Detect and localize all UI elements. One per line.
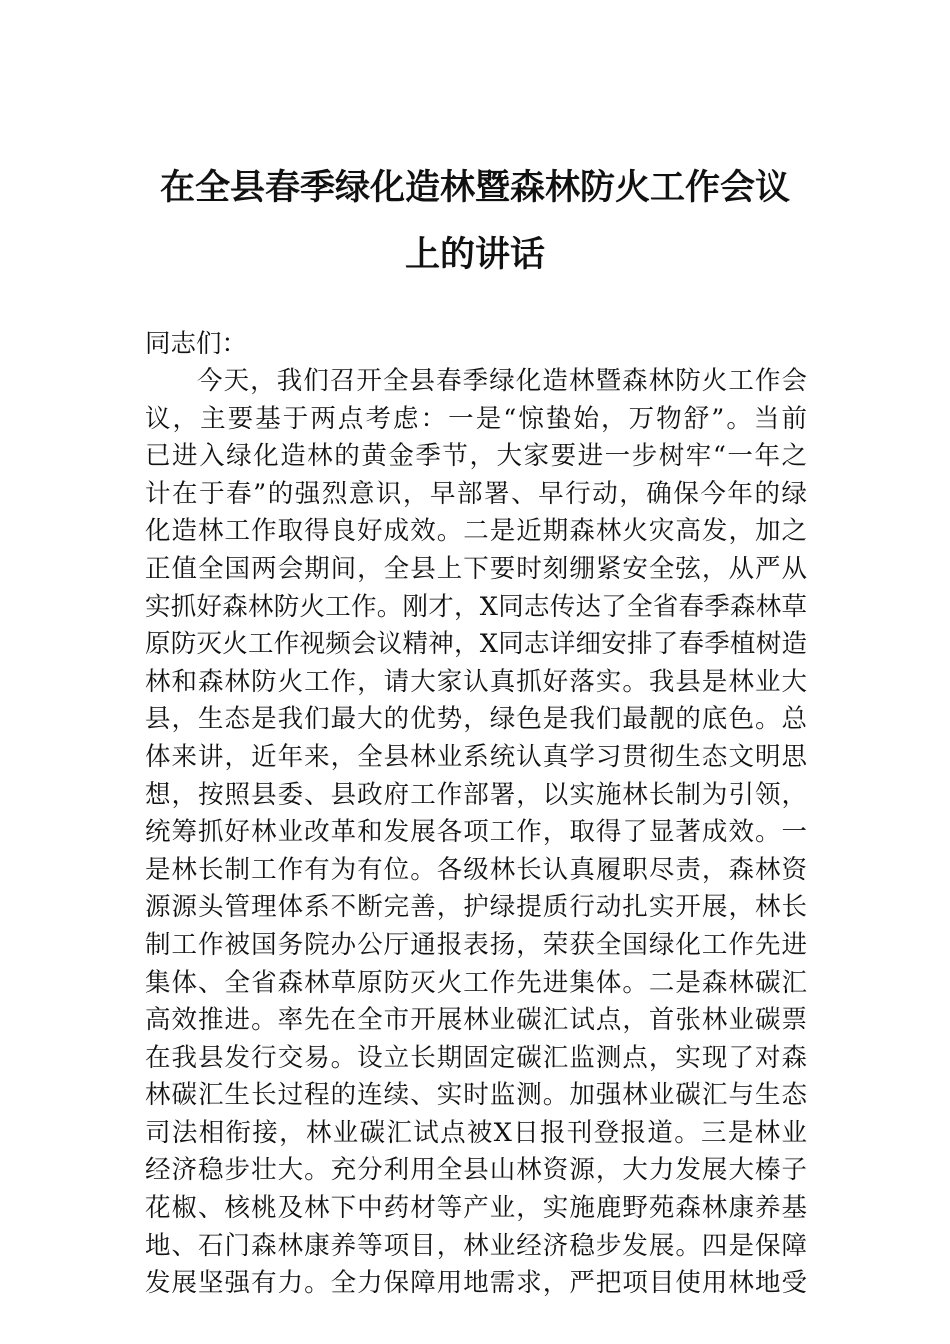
document-title-line-2: 上的讲话: [404, 234, 545, 275]
body-line: 体来讲，近年来，全县林业系统认真学习贯彻生态文明思: [145, 741, 807, 772]
body-line: 地、石门森林康养等项目，林业经济稳步发展。四是保障: [145, 1230, 807, 1261]
body-line: 林碳汇生长过程的连续、实时监测。加强林业碳汇与生态: [145, 1080, 807, 1111]
body-line: 发展坚强有力。全力保障用地需求，严把项目使用林地受: [145, 1268, 807, 1299]
body-line: 是林长制工作有为有位。各级林长认真履职尽责，森林资: [145, 854, 807, 885]
body-line: 已进入绿化造林的黄金季节，大家要进一步树牢“一年之: [145, 441, 807, 472]
body-line: 县，生态是我们最大的优势，绿色是我们最靓的底色。总: [145, 704, 807, 735]
body-line: 计在于春”的强烈意识，早部署、早行动，确保今年的绿: [145, 478, 807, 509]
body-line: 实抓好森林防火工作。刚才，X同志传达了全省春季森林草: [145, 591, 807, 622]
body-paragraph: [145, 363, 807, 1303]
salutation: 同志们：: [145, 329, 248, 359]
body-line: 林和森林防火工作，请大家认真抓好落实。我县是林业大: [145, 666, 807, 697]
body-line: 集体、全省森林草原防灭火工作先进集体。二是森林碳汇: [145, 967, 807, 998]
body-line: 化造林工作取得良好成效。二是近期森林火灾高发，加之: [145, 516, 807, 547]
body-line: 司法相衔接，林业碳汇试点被X日报刊登报道。三是林业: [145, 1117, 807, 1148]
document-title-line-1: 在全县春季绿化造林暨森林防火工作会议: [159, 167, 790, 208]
body-line: 今天，我们召开全县春季绿化造林暨森林防火工作会: [197, 366, 807, 396]
body-line: 经济稳步壮大。充分利用全县山林资源，大力发展大榛子: [145, 1155, 807, 1186]
body-line: 在我县发行交易。设立长期固定碳汇监测点，实现了对森: [145, 1042, 807, 1073]
body-line: 议，主要基于两点考虑：一是“惊蛰始，万物舒”。当前: [145, 403, 807, 434]
body-line: 高效推进。率先在全市开展林业碳汇试点，首张林业碳票: [145, 1005, 807, 1036]
body-line: 想，按照县委、县政府工作部署，以实施林长制为引领，: [145, 779, 807, 810]
body-line: 制工作被国务院办公厅通报表扬，荣获全国绿化工作先进: [145, 929, 807, 960]
body-line: 统筹抓好林业改革和发展各项工作，取得了显著成效。一: [145, 817, 807, 848]
body-line: 原防灭火工作视频会议精神，X同志详细安排了春季植树造: [145, 629, 807, 660]
body-line: 花椒、核桃及林下中药材等产业，实施鹿野苑森林康养基: [145, 1193, 807, 1224]
body-line: 正值全国两会期间，全县上下要时刻绷紧安全弦，从严从: [145, 553, 807, 584]
body-line: 源源头管理体系不断完善，护绿提质行动扎实开展，林长: [145, 892, 807, 923]
